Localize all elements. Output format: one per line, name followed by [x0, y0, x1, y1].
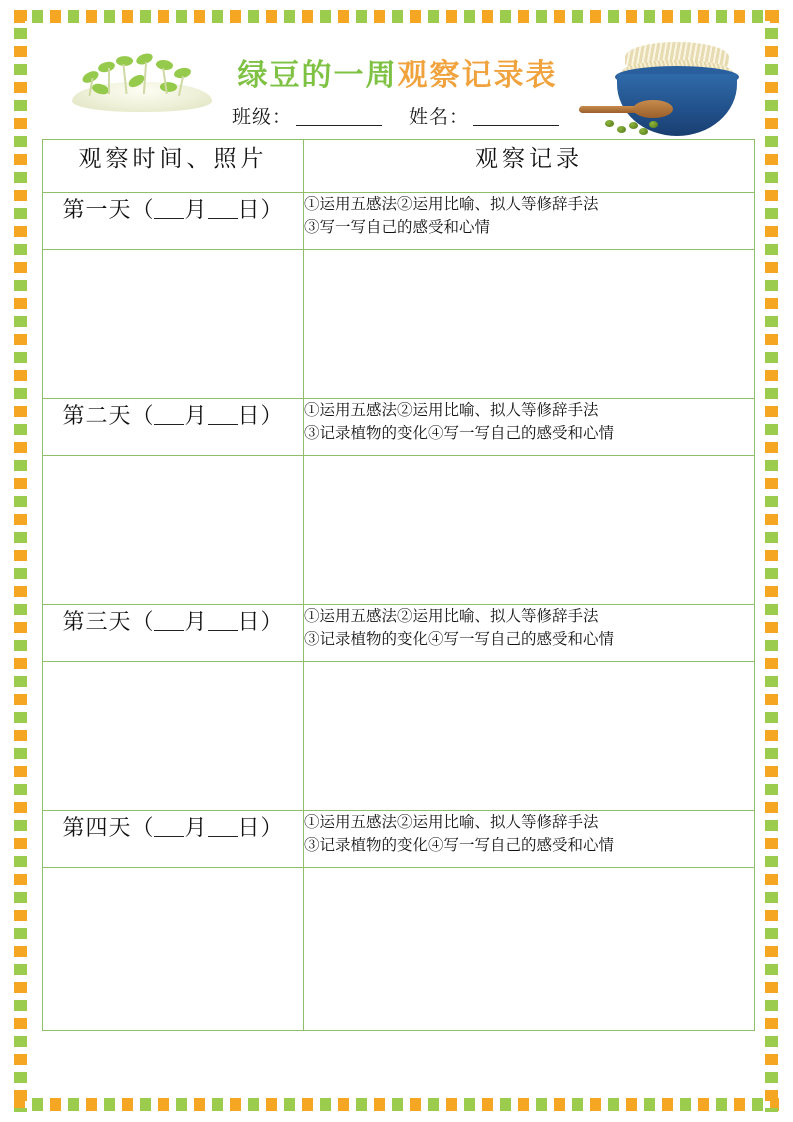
- frame-dash: [765, 352, 778, 363]
- frame-dash: [14, 874, 27, 885]
- photo-blank-cell-4[interactable]: [43, 868, 304, 1031]
- frame-dash: [765, 766, 778, 777]
- month-unit-4: 月: [184, 815, 208, 840]
- page-header: [40, 28, 755, 133]
- day-suffix-2: ）: [260, 403, 284, 428]
- frame-dash: [428, 10, 439, 23]
- frame-dash: [104, 1098, 115, 1111]
- name-label: 姓名：: [409, 107, 470, 128]
- note-cell-1: [304, 193, 755, 250]
- frame-dash: [482, 1098, 493, 1111]
- frame-dash: [14, 352, 27, 363]
- frame-dash: [14, 496, 27, 507]
- table-row: [43, 868, 755, 1031]
- note-line: ③记录植物的变化④写一写自己的感受和心情: [304, 631, 615, 649]
- title-part-orange: 观察记录表: [397, 59, 558, 92]
- frame-dash: [14, 154, 27, 165]
- frame-dash: [765, 640, 778, 651]
- frame-dash: [14, 262, 27, 273]
- frame-dash: [50, 1098, 61, 1111]
- frame-dash: [176, 1098, 187, 1111]
- frame-dash: [14, 856, 27, 867]
- frame-dash: [765, 424, 778, 435]
- frame-dash: [248, 10, 259, 23]
- frame-dash: [14, 640, 27, 651]
- frame-dash: [14, 946, 27, 957]
- frame-dash: [86, 10, 97, 23]
- frame-dash: [765, 118, 778, 129]
- frame-dash: [14, 226, 27, 237]
- day-label-cell-4: [43, 811, 304, 868]
- frame-dash: [765, 532, 778, 543]
- frame-dash: [765, 856, 778, 867]
- frame-dash: [765, 1108, 778, 1112]
- frame-dash: [765, 604, 778, 615]
- frame-dash: [14, 442, 27, 453]
- name-input-blank[interactable]: [473, 125, 559, 126]
- frame-dash: [14, 676, 27, 687]
- frame-dash: [765, 946, 778, 957]
- page-title: [40, 50, 755, 94]
- frame-dash: [765, 1054, 778, 1065]
- frame-dash: [410, 1098, 421, 1111]
- frame-dash: [765, 586, 778, 597]
- frame-dash: [374, 1098, 385, 1111]
- table-row: [43, 811, 755, 868]
- frame-dash: [765, 964, 778, 975]
- frame-dash: [194, 10, 205, 23]
- month-blank-4[interactable]: [154, 836, 184, 837]
- frame-dash: [248, 1098, 259, 1111]
- frame-dash: [140, 1098, 151, 1111]
- frame-dash: [320, 1098, 331, 1111]
- frame-dash: [14, 1000, 27, 1011]
- frame-dash: [14, 64, 27, 75]
- frame-dash: [14, 982, 27, 993]
- frame-dash: [608, 1098, 619, 1111]
- table-row: [43, 605, 755, 662]
- frame-dash: [644, 10, 655, 23]
- frame-dash: [446, 10, 457, 23]
- frame-dash: [176, 10, 187, 23]
- day-suffix-1: ）: [260, 197, 284, 222]
- table-row: [43, 193, 755, 250]
- frame-dash: [765, 460, 778, 471]
- frame-dash: [626, 10, 637, 23]
- record-blank-cell-4[interactable]: [304, 868, 755, 1031]
- frame-dash: [212, 10, 223, 23]
- frame-dash: [680, 10, 691, 23]
- frame-dash: [230, 1098, 241, 1111]
- day-unit-4: 日: [237, 815, 261, 840]
- day-unit-2: 日: [237, 403, 261, 428]
- frame-dash: [14, 118, 27, 129]
- frame-dash: [518, 10, 529, 23]
- student-info-line: [40, 102, 755, 129]
- frame-dash: [572, 1098, 583, 1111]
- frame-dash: [765, 892, 778, 903]
- frame-dash: [32, 10, 43, 23]
- frame-dash: [500, 1098, 511, 1111]
- day-label-cell-3: [43, 605, 304, 662]
- frame-dash: [765, 874, 778, 885]
- frame-dash: [765, 1072, 778, 1083]
- frame-dash: [14, 712, 27, 723]
- observation-table: [42, 139, 755, 1031]
- decorative-frame-top: [14, 10, 779, 24]
- frame-dash: [374, 10, 385, 23]
- frame-dash: [14, 622, 27, 633]
- frame-dash: [14, 730, 27, 741]
- frame-dash: [266, 10, 277, 23]
- day-suffix-3: ）: [260, 609, 284, 634]
- frame-dash: [765, 244, 778, 255]
- day-unit-3: 日: [237, 609, 261, 634]
- record-blank-cell-3[interactable]: [304, 662, 755, 811]
- frame-dash: [765, 190, 778, 201]
- frame-dash: [765, 64, 778, 75]
- frame-dash: [765, 442, 778, 453]
- frame-dash: [14, 532, 27, 543]
- frame-dash: [14, 208, 27, 219]
- note-line: ③记录植物的变化④写一写自己的感受和心情: [304, 425, 615, 443]
- frame-dash: [765, 1000, 778, 1011]
- frame-dash: [765, 658, 778, 669]
- frame-dash: [765, 100, 778, 111]
- frame-dash: [765, 694, 778, 705]
- frame-dash: [14, 1108, 27, 1112]
- frame-dash: [765, 838, 778, 849]
- month-unit-3: 月: [184, 609, 208, 634]
- frame-dash: [14, 1036, 27, 1047]
- frame-dash: [536, 1098, 547, 1111]
- frame-dash: [765, 802, 778, 813]
- frame-dash: [644, 1098, 655, 1111]
- frame-dash: [765, 82, 778, 93]
- frame-dash: [14, 10, 27, 21]
- frame-dash: [554, 1098, 565, 1111]
- photo-blank-cell-1[interactable]: [43, 250, 304, 399]
- photo-blank-cell-3[interactable]: [43, 662, 304, 811]
- frame-dash: [765, 10, 778, 21]
- frame-dash: [14, 928, 27, 939]
- frame-dash: [14, 316, 27, 327]
- frame-dash: [765, 298, 778, 309]
- frame-dash: [765, 46, 778, 57]
- frame-dash: [14, 172, 27, 183]
- frame-dash: [122, 10, 133, 23]
- frame-dash: [765, 154, 778, 165]
- frame-dash: [194, 1098, 205, 1111]
- frame-dash: [765, 370, 778, 381]
- frame-dash: [734, 1098, 745, 1111]
- frame-dash: [428, 1098, 439, 1111]
- month-blank-2[interactable]: [154, 424, 184, 425]
- frame-dash: [765, 1090, 778, 1101]
- frame-dash: [410, 10, 421, 23]
- note-line: ③写一写自己的感受和心情: [304, 219, 491, 237]
- frame-dash: [662, 10, 673, 23]
- frame-dash: [14, 910, 27, 921]
- frame-dash: [590, 1098, 601, 1111]
- frame-dash: [14, 784, 27, 795]
- frame-dash: [765, 280, 778, 291]
- frame-dash: [14, 424, 27, 435]
- frame-dash: [608, 10, 619, 23]
- frame-dash: [14, 28, 27, 39]
- photo-blank-cell-2[interactable]: [43, 456, 304, 605]
- frame-dash: [716, 10, 727, 23]
- frame-dash: [14, 280, 27, 291]
- month-blank-3[interactable]: [154, 630, 184, 631]
- note-line: ①运用五感法②运用比喻、拟人等修辞手法: [304, 196, 599, 213]
- frame-dash: [230, 10, 241, 23]
- frame-dash: [68, 1098, 79, 1111]
- frame-dash: [122, 1098, 133, 1111]
- frame-dash: [752, 10, 763, 23]
- frame-dash: [765, 514, 778, 525]
- day-label-cell-2: [43, 399, 304, 456]
- frame-dash: [14, 838, 27, 849]
- title-part-green: 绿豆的一周: [237, 59, 398, 92]
- frame-dash: [752, 1098, 763, 1111]
- frame-dash: [14, 1054, 27, 1065]
- frame-dash: [14, 694, 27, 705]
- frame-dash: [716, 1098, 727, 1111]
- frame-dash: [765, 928, 778, 939]
- frame-dash: [765, 478, 778, 489]
- frame-dash: [446, 1098, 457, 1111]
- frame-dash: [392, 10, 403, 23]
- frame-dash: [765, 226, 778, 237]
- note-cell-2: [304, 399, 755, 456]
- frame-dash: [765, 136, 778, 147]
- frame-dash: [626, 1098, 637, 1111]
- frame-dash: [14, 334, 27, 345]
- frame-dash: [86, 1098, 97, 1111]
- day-prefix-1: 第一天（: [62, 197, 155, 222]
- frame-dash: [680, 1098, 691, 1111]
- frame-dash: [500, 10, 511, 23]
- note-cell-3: [304, 605, 755, 662]
- frame-dash: [698, 1098, 709, 1111]
- frame-dash: [765, 748, 778, 759]
- frame-dash: [302, 1098, 313, 1111]
- frame-dash: [765, 208, 778, 219]
- frame-dash: [765, 712, 778, 723]
- frame-dash: [284, 1098, 295, 1111]
- frame-dash: [32, 1098, 43, 1111]
- frame-dash: [50, 10, 61, 23]
- frame-dash: [14, 820, 27, 831]
- frame-dash: [765, 568, 778, 579]
- frame-dash: [14, 568, 27, 579]
- frame-dash: [140, 10, 151, 23]
- frame-dash: [356, 10, 367, 23]
- frame-dash: [765, 676, 778, 687]
- frame-dash: [158, 10, 169, 23]
- frame-dash: [765, 820, 778, 831]
- frame-dash: [392, 1098, 403, 1111]
- frame-dash: [765, 28, 778, 39]
- frame-dash: [320, 10, 331, 23]
- frame-dash: [14, 604, 27, 615]
- frame-dash: [765, 1036, 778, 1047]
- frame-dash: [765, 496, 778, 507]
- frame-dash: [104, 10, 115, 23]
- frame-dash: [14, 1090, 27, 1101]
- record-blank-cell-2[interactable]: [304, 456, 755, 605]
- frame-dash: [158, 1098, 169, 1111]
- frame-dash: [14, 82, 27, 93]
- frame-dash: [14, 478, 27, 489]
- month-blank-1[interactable]: [154, 218, 184, 219]
- frame-dash: [482, 10, 493, 23]
- table-row: [43, 662, 755, 811]
- day-blank-1[interactable]: [208, 218, 238, 219]
- frame-dash: [14, 586, 27, 597]
- frame-dash: [554, 10, 565, 23]
- frame-dash: [14, 46, 27, 57]
- record-blank-cell-1[interactable]: [304, 250, 755, 399]
- class-label: 班级：: [231, 107, 292, 128]
- frame-dash: [765, 730, 778, 741]
- frame-dash: [536, 10, 547, 23]
- frame-dash: [464, 1098, 475, 1111]
- frame-dash: [662, 1098, 673, 1111]
- frame-dash: [14, 514, 27, 525]
- frame-dash: [590, 10, 601, 23]
- frame-dash: [14, 298, 27, 309]
- frame-dash: [765, 622, 778, 633]
- month-unit-2: 月: [184, 403, 208, 428]
- frame-dash: [698, 10, 709, 23]
- table-header-row: [43, 140, 755, 193]
- frame-dash: [14, 766, 27, 777]
- decorative-frame-right: [765, 10, 779, 1112]
- note-line: ③记录植物的变化④写一写自己的感受和心情: [304, 837, 615, 855]
- frame-dash: [14, 1072, 27, 1083]
- day-blank-3[interactable]: [208, 630, 238, 631]
- day-blank-2[interactable]: [208, 424, 238, 425]
- table-row: [43, 250, 755, 399]
- frame-dash: [572, 10, 583, 23]
- frame-dash: [356, 1098, 367, 1111]
- frame-dash: [765, 982, 778, 993]
- frame-dash: [14, 460, 27, 471]
- frame-dash: [14, 550, 27, 561]
- header-cell-time-photo: 观察时间、照片: [43, 140, 304, 193]
- frame-dash: [14, 190, 27, 201]
- note-line: ①运用五感法②运用比喻、拟人等修辞手法: [304, 814, 599, 831]
- frame-dash: [765, 388, 778, 399]
- frame-dash: [14, 406, 27, 417]
- day-unit-1: 日: [237, 197, 261, 222]
- decorative-frame-bottom: [14, 1098, 779, 1112]
- frame-dash: [765, 1018, 778, 1029]
- frame-dash: [14, 100, 27, 111]
- frame-dash: [14, 1018, 27, 1029]
- header-cell-record: 观察记录: [304, 140, 755, 193]
- month-unit-1: 月: [184, 197, 208, 222]
- note-line: ①运用五感法②运用比喻、拟人等修辞手法: [304, 402, 599, 419]
- frame-dash: [14, 892, 27, 903]
- frame-dash: [14, 136, 27, 147]
- frame-dash: [518, 1098, 529, 1111]
- day-prefix-2: 第二天（: [62, 403, 155, 428]
- day-suffix-4: ）: [260, 815, 284, 840]
- frame-dash: [765, 784, 778, 795]
- frame-dash: [765, 910, 778, 921]
- frame-dash: [14, 658, 27, 669]
- frame-dash: [734, 10, 745, 23]
- frame-dash: [14, 802, 27, 813]
- frame-dash: [14, 748, 27, 759]
- table-row: [43, 399, 755, 456]
- frame-dash: [765, 334, 778, 345]
- day-blank-4[interactable]: [208, 836, 238, 837]
- decorative-frame-left: [14, 10, 28, 1112]
- observation-table-wrap: [42, 139, 754, 1031]
- class-input-blank[interactable]: [296, 125, 382, 126]
- frame-dash: [765, 406, 778, 417]
- frame-dash: [14, 244, 27, 255]
- frame-dash: [212, 1098, 223, 1111]
- note-line: ①运用五感法②运用比喻、拟人等修辞手法: [304, 608, 599, 625]
- frame-dash: [284, 10, 295, 23]
- note-cell-4: [304, 811, 755, 868]
- frame-dash: [14, 388, 27, 399]
- table-row: [43, 456, 755, 605]
- frame-dash: [14, 964, 27, 975]
- frame-dash: [765, 262, 778, 273]
- frame-dash: [68, 10, 79, 23]
- day-prefix-4: 第四天（: [62, 815, 155, 840]
- frame-dash: [464, 10, 475, 23]
- day-prefix-3: 第三天（: [62, 609, 155, 634]
- frame-dash: [302, 10, 313, 23]
- frame-dash: [765, 316, 778, 327]
- frame-dash: [266, 1098, 277, 1111]
- frame-dash: [338, 1098, 349, 1111]
- frame-dash: [14, 370, 27, 381]
- frame-dash: [765, 550, 778, 561]
- day-label-cell-1: [43, 193, 304, 250]
- frame-dash: [765, 172, 778, 183]
- frame-dash: [338, 10, 349, 23]
